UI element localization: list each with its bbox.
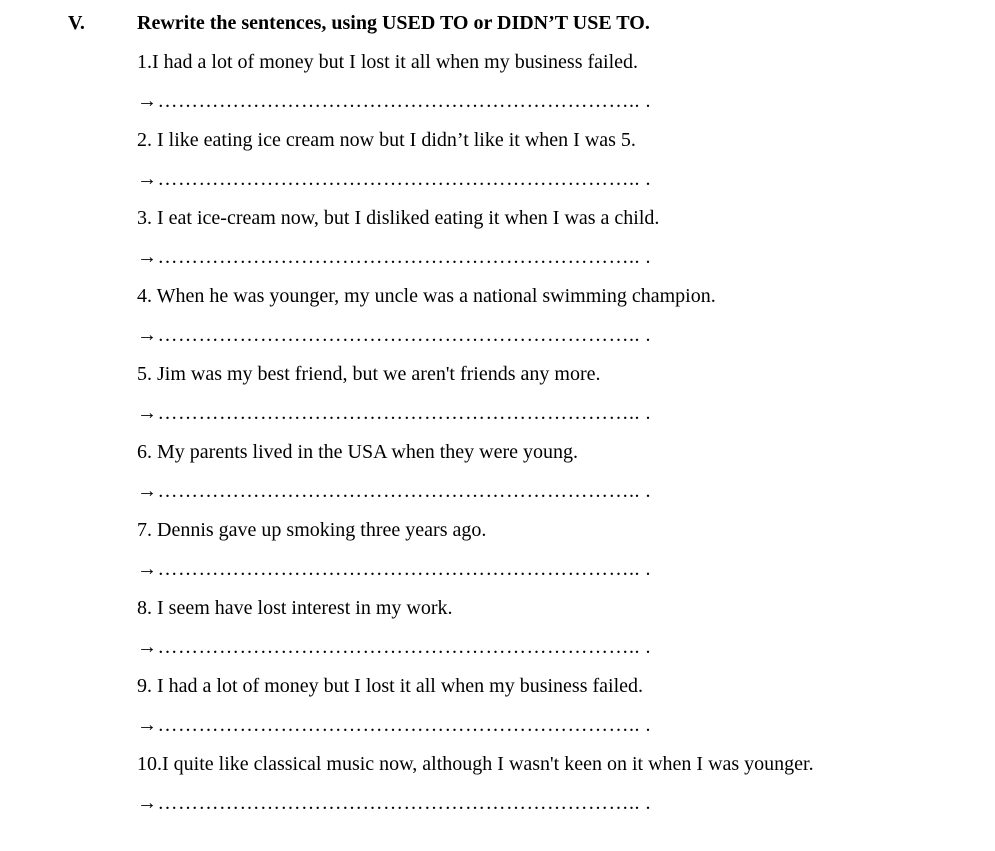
exercise-item bbox=[137, 51, 975, 113]
exercise-item bbox=[137, 285, 975, 347]
answer-line: →…………………………………………………………….. . bbox=[137, 324, 651, 346]
sentence-text: 7. Dennis gave up smoking three years ago. bbox=[137, 519, 487, 541]
answer-line: →…………………………………………………………….. . bbox=[137, 90, 651, 112]
answer-line: →…………………………………………………………….. . bbox=[137, 714, 651, 736]
exercise-list bbox=[68, 51, 975, 815]
section-title: Rewrite the sentences, using USED TO or DIDN’T USE TO. bbox=[137, 12, 650, 34]
sentence-text: 6. My parents lived in the USA when they were young. bbox=[137, 441, 579, 463]
sentence-text: 10.I quite like classical music now, although I wasn't keen on it when I was younger. bbox=[137, 753, 814, 775]
answer-line: →…………………………………………………………….. . bbox=[137, 480, 651, 502]
answer-line: →…………………………………………………………….. . bbox=[137, 558, 651, 580]
exercise-item bbox=[137, 129, 975, 191]
sentence-text: 4. When he was younger, my uncle was a national swimming champion. bbox=[137, 285, 716, 307]
exercise-item bbox=[137, 597, 975, 659]
sentence-text: 2. I like eating ice cream now but I didn’t like it when I was 5. bbox=[137, 129, 636, 151]
answer-line: →…………………………………………………………….. . bbox=[137, 246, 651, 268]
exercise-item bbox=[137, 441, 975, 503]
answer-line: →…………………………………………………………….. . bbox=[137, 168, 651, 190]
sentence-text: 5. Jim was my best friend, but we aren't friends any more. bbox=[137, 363, 601, 385]
answer-line: →…………………………………………………………….. . bbox=[137, 792, 651, 814]
section-number: V. bbox=[68, 12, 85, 34]
exercise-item bbox=[137, 675, 975, 737]
exercise-item bbox=[137, 753, 975, 815]
answer-line: →…………………………………………………………….. . bbox=[137, 636, 651, 658]
sentence-text: 9. I had a lot of money but I lost it all when my business failed. bbox=[137, 675, 644, 697]
exercise-item bbox=[137, 363, 975, 425]
exercise-item bbox=[137, 207, 975, 269]
sentence-text: 3. I eat ice-cream now, but I disliked eating it when I was a child. bbox=[137, 207, 660, 229]
exercise-item bbox=[137, 519, 975, 581]
sentence-text: 8. I seem have lost interest in my work. bbox=[137, 597, 453, 619]
sentence-text: 1.I had a lot of money but I lost it all when my business failed. bbox=[137, 51, 639, 73]
exercise-heading bbox=[68, 12, 975, 35]
answer-line: →…………………………………………………………….. . bbox=[137, 402, 651, 424]
